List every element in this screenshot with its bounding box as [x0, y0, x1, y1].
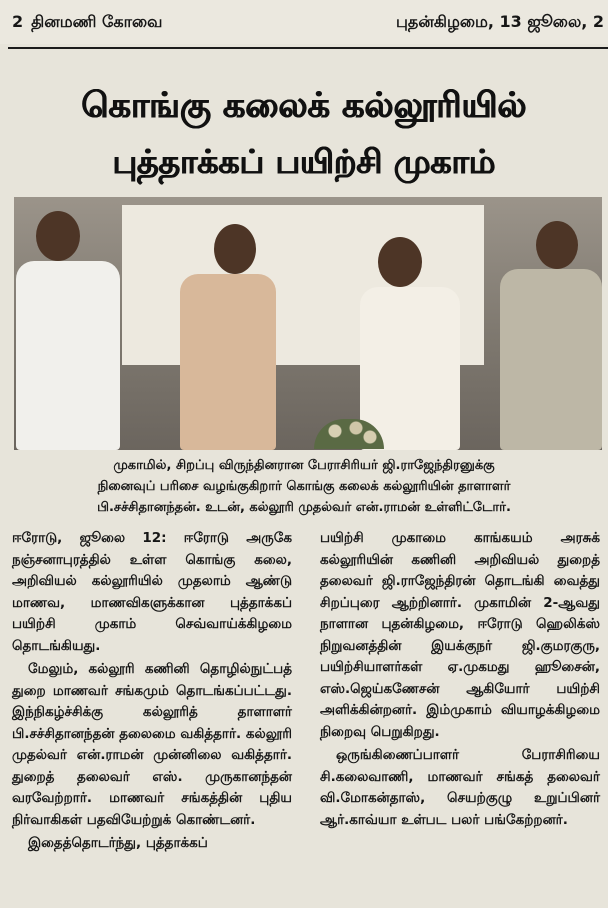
- headline-line-1: கொங்கு கலைக் கல்லூரியில்: [81, 86, 527, 126]
- news-photo: [14, 197, 602, 450]
- paper-name: தினமணி கோவை: [31, 11, 163, 31]
- caption-line-2: நினைவுப் பரிசை வழங்குகிறார் கொங்கு கலைக் கல்லூரியின் தாளாளர்: [97, 479, 511, 494]
- issue-date: புதன்கிழமை, 13 ஜூலை, 2: [396, 11, 604, 31]
- person-left: [16, 207, 126, 450]
- caption-line-3: பி.சச்சிதானந்தன். உடன், கல்லூரி முதல்வர் என்.ராமன் உள்ளிட்டோர்.: [97, 500, 511, 515]
- caption-line-1: முகாமில், சிறப்பு விருந்தினரான பேராசிரியர் ஜி.ராஜேந்திரனுக்கு: [113, 458, 495, 473]
- article-paragraph: பயிற்சி முகாமை காங்கயம் அரசுக் கல்லூரியின் கணினி அறிவியல் துறைத் தலைவர் ஜி.ராஜேந்திரன் தொடங்கி வைத்து சிறப்புரை ஆற்றினார். முகாமின் 2-ஆவது நாளான புதன்கிழமை, ஈரோடு ஹெலிக்ஸ் நிறுவனத்தின் இயக்குநர் ஜி.குமரகுரு, பயிற்சியாளர்கள் ஏ.முகமது ஹூசைன், எஸ்.ஜெய்கணேசன் ஆகியோர் பயிற்சி அளிக்கின்றனர். இம்முகாம் வியாழக்கிழமை நிறைவு பெறுகிறது.: [320, 530, 600, 740]
- masthead-divider: [8, 47, 608, 49]
- article-paragraph: இதைத்தொடர்ந்து, புத்தாக்கப்: [28, 835, 208, 851]
- article-paragraph: ஈரோடு, ஜூலை 12: ஈரோடு அருகே நஞ்சனாபுரத்தில் உள்ள கொங்கு கலை, அறிவியல் கல்லூரியில் முதலாம் ஆண்டு மாணவ, மாணவிகளுக்கான புத்தாக்கப் பயிற்சி முகாம் செவ்வாய்க்கிழமை தொடங்கியது.: [12, 530, 292, 654]
- photo-caption: [0, 455, 608, 518]
- person-guest: [354, 235, 464, 450]
- article-paragraph: மேலும், கல்லூரி கணினி தொழில்நுட்பத் துறை மாணவர் சங்கமும் தொடங்கப்பட்டது. இந்நிகழ்ச்சிக்கு கல்லூரித் தாளாளர் பி.சச்சிதானந்தன் தலைமை வகித்தார். கல்லூரி முதல்வர் என்.ராமன் முன்னிலை வகித்தார். துறைத் தலைவர் எஸ். முருகானந்தன் வரவேற்றார். மாணவர் சங்கத்தின் புதிய நிர்வாகிகள் பதவியேற்றுக் கொண்டனர்.: [12, 661, 292, 828]
- article-paragraph: ஒருங்கிணைப்பாளர் பேராசிரியை சி.கலைவாணி, மாணவர் சங்கத் தலைவர் வி.மோகன்தாஸ், செயற்குழு உறுப்பினர் ஆர்.காவ்யா உள்பட பலர் பங்கேற்றனர்.: [320, 747, 600, 828]
- page-number: 2: [12, 11, 24, 31]
- article-column-right: [320, 528, 600, 831]
- article-column-left: [12, 528, 292, 855]
- masthead-left: [12, 12, 162, 33]
- person-presenter: [180, 222, 290, 450]
- person-right: [490, 219, 602, 450]
- headline-line-2: புத்தாக்கப் பயிற்சி முகாம்: [112, 142, 496, 181]
- masthead: [0, 0, 608, 44]
